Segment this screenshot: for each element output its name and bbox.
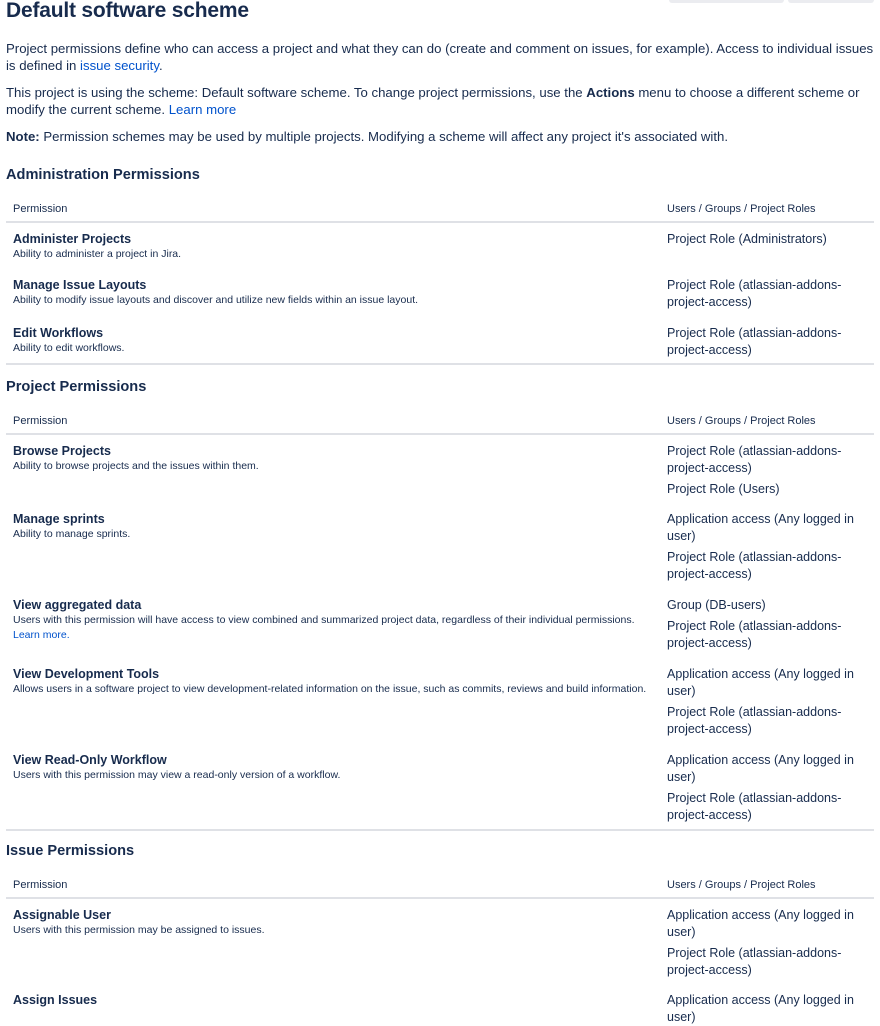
permission-description: Ability to administer a project in Jira. [13, 248, 182, 260]
section-issue [6, 842, 874, 1026]
intro-text-end: . [158, 58, 163, 73]
section-title: Issue Permissions [6, 843, 135, 859]
grant-entry: Project Role (atlassian-addons-project-access) [667, 705, 842, 736]
grant-entry: Project Role (atlassian-addons-project-access) [667, 946, 842, 977]
grant-entry: Project Role (atlassian-addons-project-access) [667, 550, 842, 581]
table-row [6, 503, 874, 589]
scheme-paragraph [6, 84, 874, 118]
permission-name: View aggregated data [13, 598, 142, 612]
permission-name: Assignable User [13, 908, 111, 922]
section-project [6, 378, 874, 831]
permission-name: Manage Issue Layouts [13, 278, 147, 292]
column-header-grants: Users / Groups / Project Roles [667, 197, 874, 222]
note-label: Note: [6, 129, 40, 144]
grant-entry: Project Role (atlassian-addons-project-access) [667, 278, 842, 309]
permission-description: Ability to browse projects and the issues within them. [13, 460, 259, 472]
page-title: Default software scheme [6, 0, 249, 22]
permissions-table [6, 873, 874, 1026]
column-header-permission: Permission [6, 409, 667, 434]
permission-description: Ability to edit workflows. [13, 342, 125, 354]
issue-security-link[interactable]: issue security [80, 58, 159, 73]
permission-name: View Development Tools [13, 667, 160, 681]
permission-description: Ability to manage sprints. [13, 528, 131, 540]
table-row [6, 744, 874, 830]
permission-name: Assign Issues [13, 993, 98, 1007]
table-row [6, 984, 874, 1026]
intro-paragraph [6, 40, 874, 74]
permission-description: Users with this permission may view a read-only version of a workflow. [13, 769, 341, 781]
table-row [6, 898, 874, 984]
grant-entry: Project Role (atlassian-addons-project-access) [667, 791, 842, 822]
grant-entry: Group (DB-users) [667, 598, 766, 612]
permissions-table [6, 409, 874, 831]
main-content [6, 0, 874, 145]
permission-name: Manage sprints [13, 512, 105, 526]
table-header [6, 873, 874, 898]
actions-emphasis: Actions [586, 85, 635, 100]
permission-name: Administer Projects [13, 232, 132, 246]
scheme-text: This project is using the scheme: Default software scheme. To change project permissions, use the [6, 85, 587, 100]
grant-entry: Application access (Any logged in user) [667, 667, 854, 698]
column-header-permission: Permission [6, 197, 667, 222]
grant-entry: Application access (Any logged in user) [667, 512, 854, 543]
section-title: Project Permissions [6, 379, 147, 395]
grant-entry: Project Role (atlassian-addons-project-access) [667, 619, 842, 650]
table-header [6, 409, 874, 434]
note-paragraph [6, 128, 874, 145]
section-administration [6, 166, 874, 365]
grant-entry: Application access (Any logged in user) [667, 993, 854, 1024]
scheme-text-end: menu to choose a different scheme or modify the current scheme. [6, 85, 860, 117]
table-row [6, 269, 874, 317]
description-text: Users with this permission will have access to view combined and summarized project data, regardless of their individual permissions. [13, 614, 635, 626]
permission-name: Browse Projects [13, 444, 111, 458]
column-header-permission: Permission [6, 873, 667, 898]
permission-description: Ability to modify issue layouts and discover and utilize new fields within an issue layout. [13, 294, 419, 306]
column-header-grants: Users / Groups / Project Roles [667, 873, 874, 898]
table-row [6, 317, 874, 364]
note-text: Permission schemes may be used by multiple projects. Modifying a scheme will affect any project it's associated with. [39, 129, 729, 144]
table-row [6, 589, 874, 658]
table-row [6, 434, 874, 503]
table-row [6, 222, 874, 269]
grant-entry: Application access (Any logged in user) [667, 753, 854, 784]
section-title: Administration Permissions [6, 167, 200, 183]
grant-entry: Project Role (atlassian-addons-project-access) [667, 444, 842, 475]
table-header [6, 197, 874, 222]
grant-entry: Project Role (Administrators) [667, 232, 827, 246]
grant-entry: Project Role (atlassian-addons-project-access) [667, 326, 842, 357]
column-header-grants: Users / Groups / Project Roles [667, 409, 874, 434]
learn-more-link[interactable]: Learn more [168, 102, 237, 117]
permission-name: View Read-Only Workflow [13, 753, 167, 767]
permission-description [13, 613, 667, 643]
intro-text: Project permissions define who can access a project and what they can do (create and comment on issues, for example). Access to individual issues is defined in [6, 41, 874, 73]
aggregated-data-learn-more-link[interactable]: Learn more. [13, 629, 70, 641]
permission-description: Allows users in a software project to view development-related information on the issue, such as commits, reviews and build information. [13, 683, 647, 695]
permissions-table [6, 197, 874, 365]
permission-description: Users with this permission may be assigned to issues. [13, 924, 265, 936]
table-row [6, 658, 874, 744]
grant-entry: Project Role (Users) [667, 482, 780, 496]
grant-entry: Application access (Any logged in user) [667, 908, 854, 939]
permission-name: Edit Workflows [13, 326, 104, 340]
